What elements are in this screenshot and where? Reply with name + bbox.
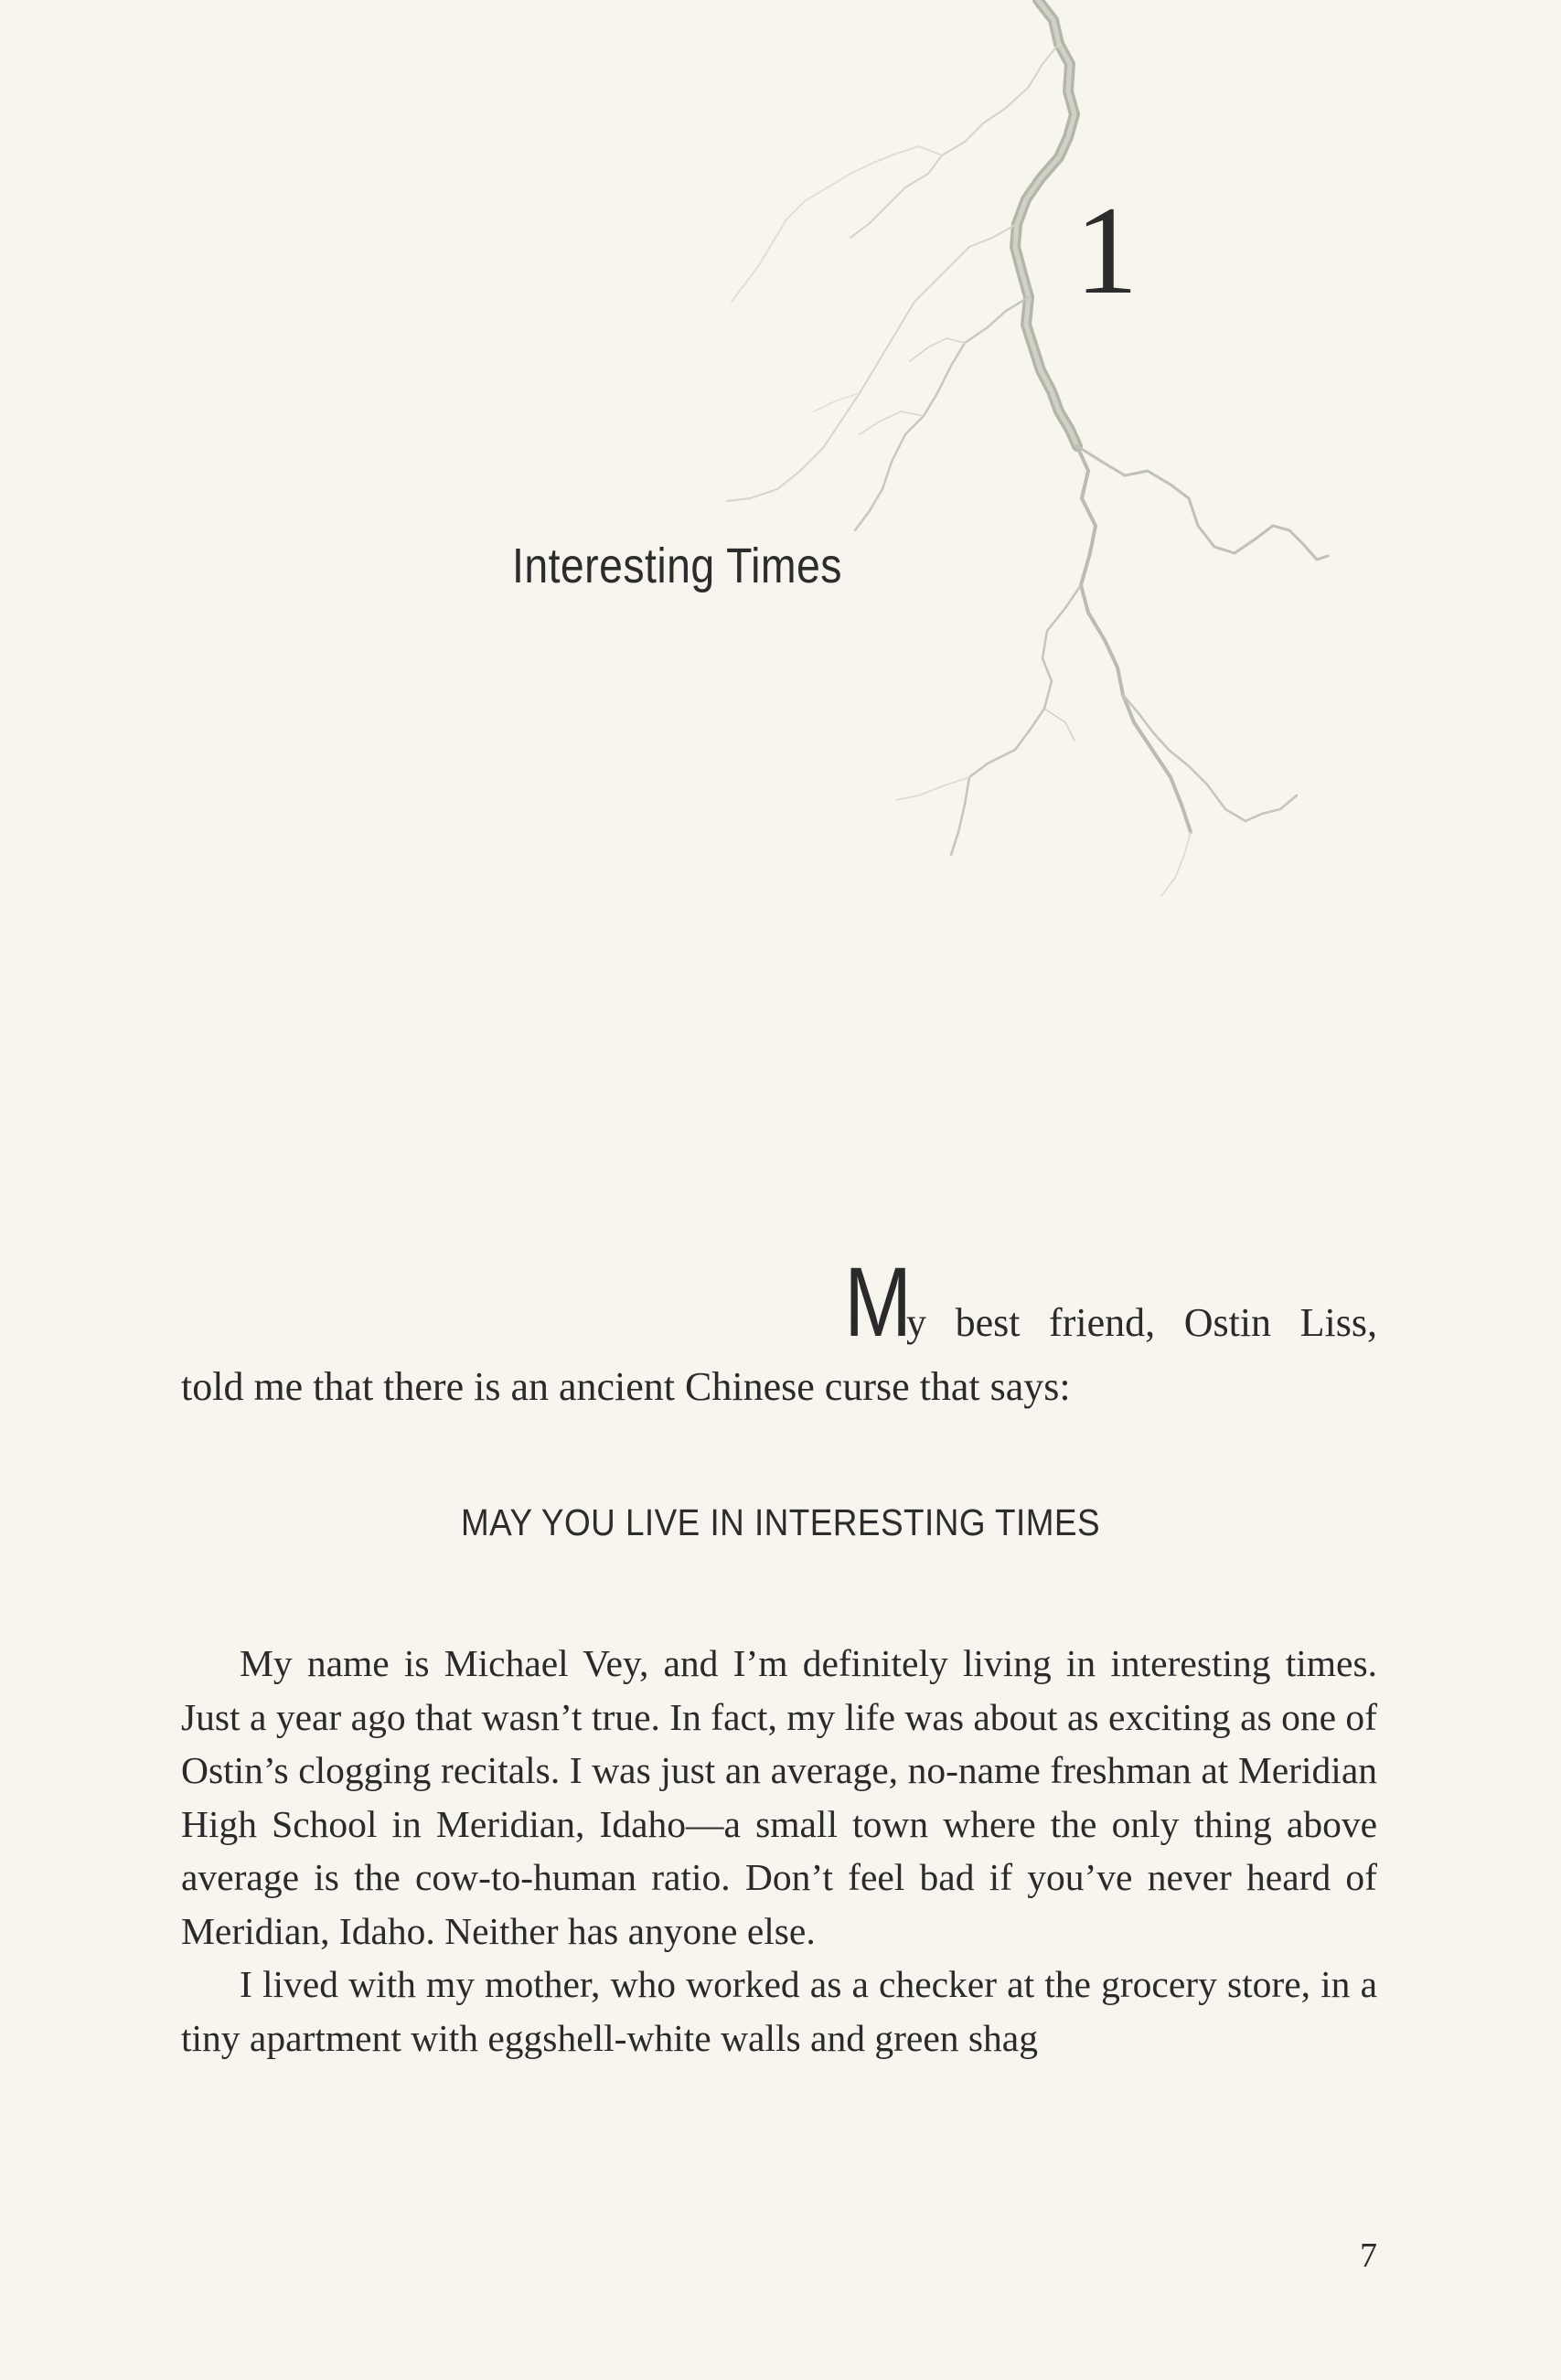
lightning-lower-trunk [1077, 446, 1191, 832]
paragraph: I lived with my mother, who worked as a checker at the grocery store, in a tiny apartment with eggshell-white walls and green shag [181, 1963, 1377, 2059]
lightning-twig-4 [1161, 832, 1191, 896]
opening-first-line [181, 1246, 1377, 1359]
body-text [181, 1637, 1377, 2065]
drop-cap: M [844, 1246, 912, 1357]
chinese-curse-quote: MAY YOU LIVE IN INTERESTING TIMES [460, 1501, 1101, 1543]
lightning-twig-3 [1044, 709, 1075, 741]
lightning-branch-left-mid [855, 297, 1029, 530]
paragraph: My name is Michael Vey, and I’m definitely living in interesting times. Just a year ago that wasn’t true. In fact, my life was about as exciting as one of Ostin’s clogging recitals. I was just an average, no-name freshman at Meridian High School in Meridian, Idaho—a small town where the only thing above average is the cow-to-human ratio. Don’t feel bad if you’ve never heard of Meridian, Idaho. Neither has anyone else. [181, 1642, 1377, 1952]
chapter-title: Interesting Times [512, 539, 842, 593]
lightning-branch-toward-title [727, 224, 1017, 501]
lightning-twig-2 [860, 411, 924, 434]
lightning-branch-far-left [732, 146, 942, 302]
page-number: 7 [1360, 2236, 1377, 2275]
lightning-branch-right-lower [1123, 695, 1297, 821]
opening-second-line: told me that there is an ancient Chinese curse that says: [181, 1364, 1071, 1409]
chapter-number: 1 [1075, 180, 1139, 320]
opening-first-line-text: y best friend, Ostin Liss, [906, 1300, 1377, 1345]
opening-paragraph [181, 1246, 1377, 1414]
lightning-branch-right-upper [1077, 446, 1328, 560]
lightning-bolt-illustration [0, 0, 1561, 1006]
lightning-twig-5 [896, 777, 969, 800]
